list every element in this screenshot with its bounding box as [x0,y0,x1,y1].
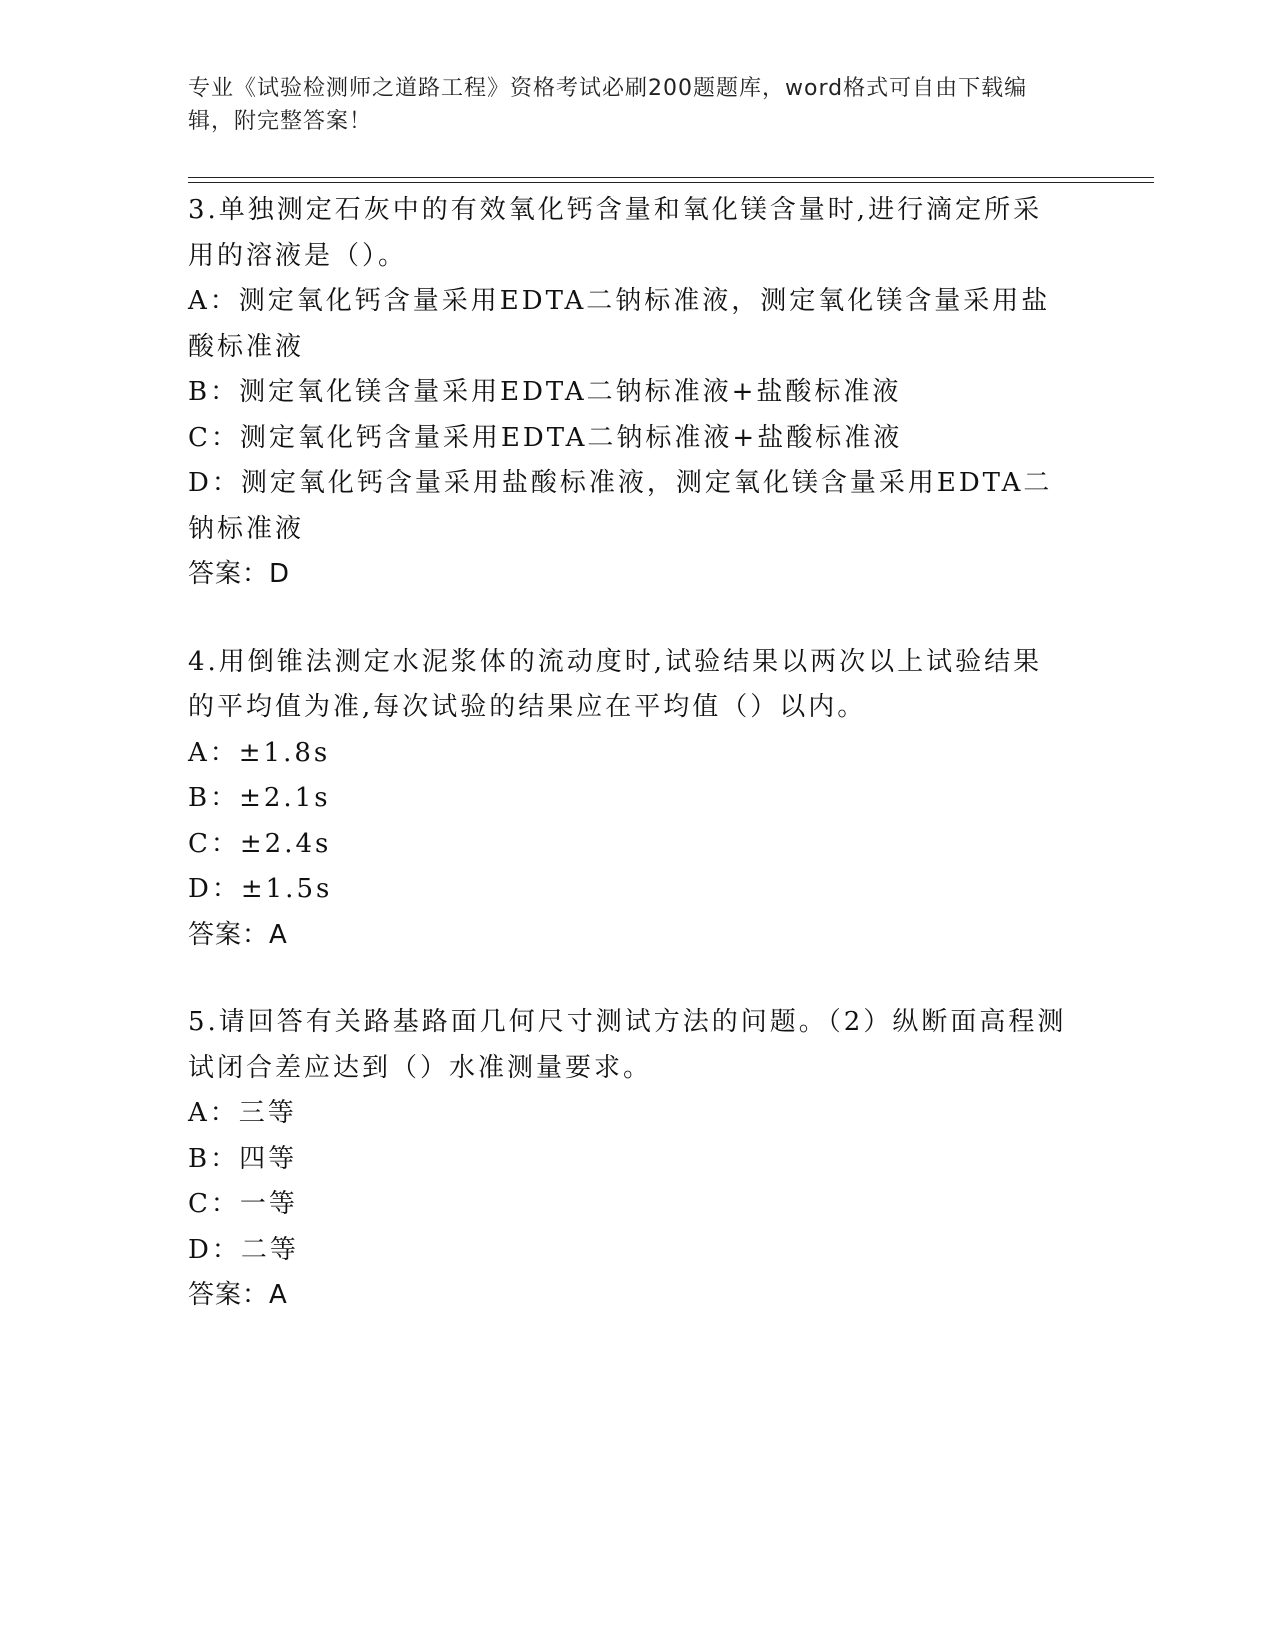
question-4 [188,640,1068,959]
answer-line [188,1273,1068,1319]
option-c: C：测定氧化钙含量采用EDTA二钠标准液+盐酸标准液 [188,422,903,453]
question-stem: 4.用倒锥法测定水泥浆体的流动度时,试验结果以两次以上试验结果的平均值为准,每次试验的结果应在平均值（）以内。 [188,646,1043,722]
option-c: C：一等 [188,1189,298,1219]
question-stem: 3.单独测定石灰中的有效氧化钙含量和氧化镁含量时,进行滴定所采用的溶液是（）。 [188,195,1043,271]
answer-line [188,552,1068,598]
header-divider-top [188,177,1154,178]
question-stem: 5.请回答有关路基路面几何尺寸测试方法的问题。（2）纵断面高程测试闭合差应达到（）水准测量要求。 [188,1007,1067,1083]
option-a: A：测定氧化钙含量采用EDTA二钠标准液，测定氧化镁含量采用盐酸标准液 [188,286,1051,362]
document-header: 专业《试验检测师之道路工程》资格考试必刷200题题库，word格式可自由下载编辑，附完整答案！ [188,76,1028,134]
answer-value: D [269,559,291,589]
option-b: B：±2.1s [188,783,331,813]
option-d: D：测定氧化钙含量采用盐酸标准液，测定氧化镁含量采用EDTA二钠标准液 [188,468,1053,544]
option-a: A：三等 [188,1098,297,1128]
question-3 [188,188,1068,598]
answer-label: 答案 ： [188,559,269,589]
option-a: A：±1.8s [188,737,331,768]
option-d: D：±1.5s [188,874,333,904]
question-list [188,188,1068,1361]
option-b: B：四等 [188,1143,298,1174]
answer-value: A [269,1280,288,1310]
answer-value: A [269,919,288,950]
option-c: C：±2.4s [188,828,332,859]
question-5 [188,1000,1068,1319]
answer-label: 答案 ： [188,920,269,950]
option-d: D：二等 [188,1234,299,1265]
header-divider-bottom [188,182,1154,183]
answer-label: 答案 ： [188,1280,269,1310]
answer-line [188,913,1068,959]
option-b: B：测定氧化镁含量采用EDTA二钠标准液+盐酸标准液 [188,377,902,407]
